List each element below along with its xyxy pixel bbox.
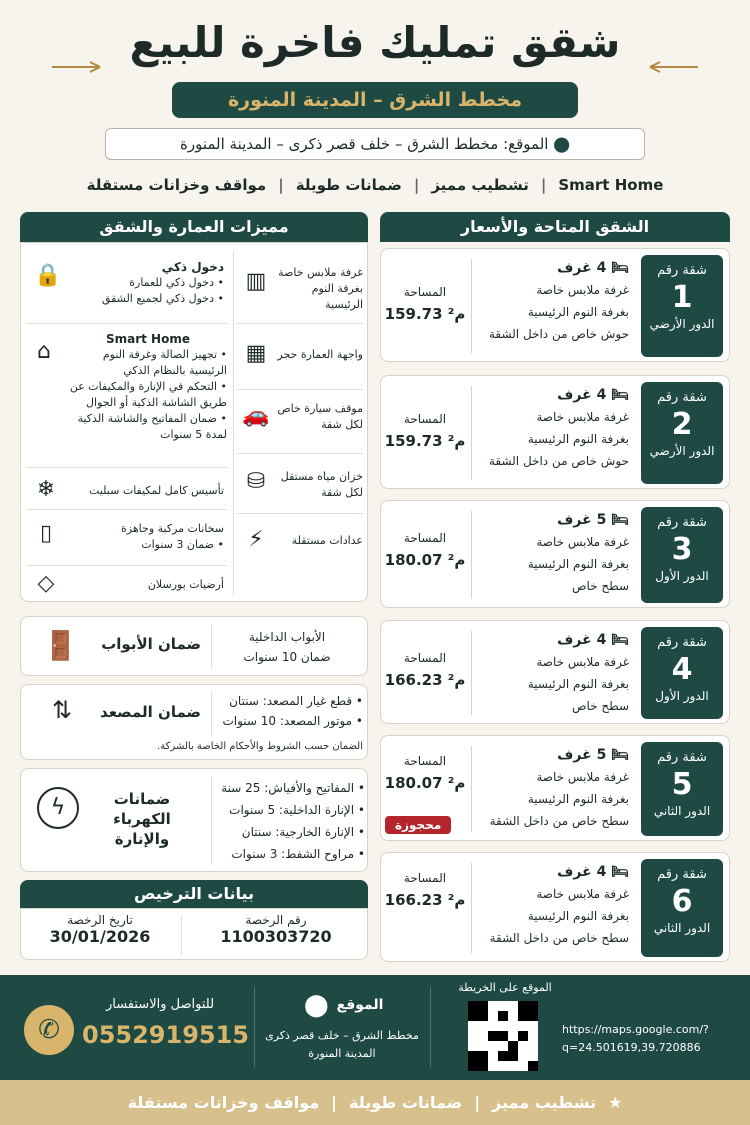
feature-2: بغرفة النوم الرئيسية [527, 677, 629, 691]
door-icon: 🚪 [43, 629, 78, 662]
features-panel [20, 242, 368, 602]
feature-3: سطح خاص من داخل الشقة [489, 814, 629, 828]
electric-l2: • الإنارة الداخلية: 5 سنوات [229, 803, 365, 817]
apartment-area [381, 853, 469, 961]
ornament-left-icon [50, 60, 110, 74]
apartment-label: شقة رقم [657, 515, 707, 530]
feature-1: غرفة ملابس خاصة [536, 410, 629, 424]
apartment-number-box [641, 255, 723, 357]
area-unit: م² [447, 774, 466, 792]
electric-l1: • المفاتيح والأفياش: 25 سنة [221, 781, 365, 795]
map-url-2: q=24.501619,39.720886 [562, 1041, 701, 1054]
footer-location-1: مخطط الشرق – خلف قصر ذكرى [265, 1029, 419, 1042]
phone-icon[interactable]: ✆ [24, 1005, 74, 1055]
meters-feature: عدادات مستقلة [291, 534, 363, 547]
heaters-1: • ضمان 3 سنوات [141, 538, 224, 551]
location-text: الموقع: مخطط الشرق – خلف قصر ذكرى – المدينة المنورة [179, 135, 549, 153]
elevator-details [217, 691, 363, 731]
apartment-info [479, 744, 629, 832]
feature-1: غرفة ملابس خاصة [536, 887, 629, 901]
qr-code-icon[interactable] [468, 1001, 538, 1071]
map-url-1: https://maps.google.com/? [562, 1023, 709, 1036]
apartment-label: شقة رقم [657, 263, 707, 278]
smart-lock-icon: 🔒 [34, 263, 62, 288]
feature-warranties: ضمانات طويلة [295, 176, 402, 194]
apartment-number-box [641, 627, 723, 719]
apartment-number-box [641, 507, 723, 603]
apartment-number-box [641, 742, 723, 836]
electric-meter-icon: ⚡ [248, 527, 264, 552]
apartment-area [381, 501, 469, 607]
map-url[interactable] [562, 1021, 742, 1057]
electric-l3: • الإنارة الخارجية: سنتان [241, 825, 365, 839]
feature-2: بغرفة النوم الرئيسية [527, 305, 629, 319]
license-number-value: 1100303720 [220, 927, 332, 946]
footer [0, 975, 750, 1080]
license-date-value: 30/01/2026 [49, 927, 151, 946]
feature-1: غرفة ملابس خاصة [536, 770, 629, 784]
feature-2: بغرفة النوم الرئيسية [527, 432, 629, 446]
area-unit: م² [447, 551, 466, 569]
apartment-card-1[interactable] [380, 248, 730, 362]
area-value: 166.23 [384, 671, 443, 689]
feature-3: سطح خاص من داخل الشقة [489, 931, 629, 945]
apartment-number: 6 [671, 884, 693, 919]
apartment-card-6[interactable] [380, 852, 730, 962]
smart-home-title: Smart Home [105, 332, 190, 346]
wardrobe-feature: غرفة ملابس خاصة بغرفة النوم الرئيسية [278, 266, 363, 311]
apartment-floor: الدور الأول [655, 569, 709, 583]
elevator-note: الضمان حسب الشروط والأحكام الخاصة بالشركة. [157, 741, 363, 752]
feature-1: غرفة ملابس خاصة [536, 535, 629, 549]
area-label: المساحة [403, 285, 447, 299]
area-label: المساحة [403, 754, 447, 768]
location-bar [105, 128, 645, 160]
footer-location-2: المدينة المنورة [308, 1047, 376, 1060]
smart-home-icon: ⌂ [37, 339, 51, 364]
area-unit: م² [447, 671, 466, 689]
apartment-info [479, 509, 629, 597]
license-date-label: تاريخ الرخصة [67, 913, 133, 927]
apartment-card-3[interactable] [380, 500, 730, 608]
doors-l2: ضمان 10 سنوات [243, 650, 331, 664]
electric-title-2: والإنارة [114, 830, 170, 848]
elevator-icon: ⇅ [51, 696, 73, 724]
location-pin-icon: ⬤ [553, 135, 571, 153]
apartment-number-box [641, 859, 723, 957]
feature-1: غرفة ملابس خاصة [536, 283, 629, 297]
apartment-card-2[interactable] [380, 375, 730, 489]
feature-2: بغرفة النوم الرئيسية [527, 909, 629, 923]
electric-title [87, 789, 197, 849]
feature-2: بغرفة النوم الرئيسية [527, 557, 629, 571]
smart-entry-2: • دخول ذكي لجميع الشقق [101, 292, 224, 305]
heaters [69, 521, 224, 553]
electric-l4: • مراوح الشفط: 3 سنوات [231, 847, 365, 861]
water-heater-icon: ▯ [39, 521, 53, 546]
area-unit: م² [447, 305, 466, 323]
star-icon: ★ [608, 1093, 623, 1112]
elevator-l2: • موتور المصعد: 10 سنوات [222, 714, 363, 728]
doors-l1: الأبواب الداخلية [248, 630, 326, 644]
apartment-card-5[interactable] [380, 735, 730, 841]
feature-3: حوش خاص من داخل الشقة [488, 327, 629, 341]
area-value: 159.73 [384, 305, 443, 323]
area-value: 180.07 [384, 551, 443, 569]
rooms: 5 غرف [557, 512, 607, 528]
electric-details [215, 777, 365, 865]
elevator-l1: • قطع غيار المصعد: سنتان [229, 694, 363, 708]
apartment-number-box [641, 382, 723, 484]
apartment-area [381, 376, 469, 488]
elevator-warranty [20, 684, 368, 760]
rooms: 4 غرف [557, 632, 607, 648]
license-number [191, 913, 361, 946]
snowflake-icon: ❄ [36, 477, 56, 502]
apartment-label: شقة رقم [657, 390, 707, 405]
feature-2: بغرفة النوم الرئيسية [527, 792, 629, 806]
elevator-title: ضمان المصعد [100, 703, 201, 721]
apartment-info [479, 384, 629, 472]
parking-feature: موقف سيارة خاص لكل شقة [277, 402, 363, 431]
apartment-floor: الدور الأرضي [649, 317, 715, 331]
apartment-number: 4 [671, 652, 693, 687]
ac-feature: تأسيس كامل لمكيفات سبليت [89, 484, 224, 497]
bed-icon: 🛏 [611, 747, 629, 763]
apartment-card-4[interactable] [380, 620, 730, 724]
bed-icon: 🛏 [611, 387, 629, 403]
bed-icon: 🛏 [611, 512, 629, 528]
area-label: المساحة [403, 412, 447, 426]
apartment-area [381, 621, 469, 723]
smart-entry-1: • دخول ذكي للعمارة [129, 276, 224, 289]
doors-details [217, 627, 357, 667]
license-panel [20, 908, 368, 960]
apartment-floor: الدور الثاني [653, 804, 711, 818]
smart-home-2: • التحكم في الإنارة والمكيفات عن طريق الشاشة الذكية أو الجوال [69, 380, 227, 409]
bottom-feature-1: تشطيب مميز [492, 1093, 597, 1112]
area-label: المساحة [403, 871, 447, 885]
map-label: الموقع على الخريطة [458, 981, 552, 994]
apartment-info [479, 257, 629, 345]
feature-smart-home: Smart Home [558, 176, 664, 194]
area-unit: م² [447, 891, 466, 909]
license-date [25, 913, 175, 946]
feature-1: غرفة ملابس خاصة [536, 655, 629, 669]
license-header: بيانات الترخيص [20, 880, 368, 908]
apartment-label: شقة رقم [657, 750, 707, 765]
area-label: المساحة [403, 531, 447, 545]
contact-label: للتواصل والاستفسار [105, 997, 215, 1012]
apartment-number: 3 [671, 532, 693, 567]
tiles-icon: ◇ [37, 571, 55, 596]
apartment-number: 1 [671, 280, 693, 315]
smart-home-1: • تجهيز الصالة وغرفة النوم الرئيسية بالنظام الذكي [102, 348, 227, 377]
bed-icon: 🛏 [611, 260, 629, 276]
apartments-header: الشقق المتاحة والأسعار [380, 212, 730, 242]
smart-home-3: • ضمان المفاتيح والشاشة الذكية لمدة 5 سنوات [77, 412, 227, 441]
area-unit: م² [447, 432, 466, 450]
apartment-floor: الدور الأول [655, 689, 709, 703]
bottom-bar: ★ تشطيب مميز | ضمانات طويلة | مواقف وخزانات مستقلة [0, 1080, 750, 1125]
feature-3: سطح خاص [571, 579, 629, 593]
feature-3: سطح خاص [571, 699, 629, 713]
page-title: شقق تمليك فاخرة للبيع [129, 18, 621, 67]
rooms: 4 غرف [557, 387, 607, 403]
apartment-area [381, 249, 469, 361]
lightning-icon: ϟ [37, 787, 79, 829]
footer-location-text [262, 1027, 422, 1063]
features-header: مميزات العمارة والشقق [20, 212, 368, 242]
apartment-number: 2 [671, 407, 693, 442]
features-bar: Smart Home | تشطيب مميز | ضمانات طويلة | مواقف وخزانات مستقلة [86, 176, 664, 194]
smart-entry-title: دخول ذكي [161, 260, 224, 274]
tiles-feature: أرضيات بورسلان [147, 578, 224, 591]
area-value: 166.23 [384, 891, 443, 909]
area-label: المساحة [403, 651, 447, 665]
rooms: 5 غرف [557, 747, 607, 763]
water-tank-icon: ⛁ [246, 469, 266, 494]
apartment-floor: الدور الثاني [653, 921, 711, 935]
wardrobe-icon: ▥ [245, 269, 267, 294]
bottom-feature-2: ضمانات طويلة [349, 1093, 463, 1112]
apartment-info [479, 861, 629, 949]
status-badge: محجوزة [385, 816, 451, 834]
feature-parking: مواقف وخزانات مستقلة [86, 176, 267, 194]
tank-feature: خزان مياه مستقل لكل شقة [280, 470, 363, 499]
area-value: 180.07 [384, 774, 443, 792]
feature-finishing: تشطيب مميز [431, 176, 529, 194]
footer-location-title: الموقع [336, 997, 384, 1013]
heaters-title: سخانات مركبة وجاهزة [121, 522, 224, 535]
bottom-feature-3: مواقف وخزانات مستقلة [127, 1093, 320, 1112]
bed-icon: 🛏 [611, 864, 629, 880]
phone-number[interactable]: 0552919515 [82, 1021, 249, 1049]
rooms: 4 غرف [557, 864, 607, 880]
doors-title: ضمان الأبواب [101, 635, 201, 653]
apartment-floor: الدور الأرضي [649, 444, 715, 458]
subtitle-banner: مخطط الشرق – المدينة المنورة [172, 82, 578, 118]
electric-warranty [20, 768, 368, 872]
doors-warranty [20, 616, 368, 676]
apartment-label: شقة رقم [657, 867, 707, 882]
electric-title-1: ضمانات الكهرباء [113, 790, 171, 828]
apartment-number: 5 [671, 767, 693, 802]
bed-icon: 🛏 [611, 632, 629, 648]
area-value: 159.73 [384, 432, 443, 450]
smart-home [69, 331, 227, 443]
feature-3: حوش خاص من داخل الشقة [488, 454, 629, 468]
license-number-label: رقم الرخصة [245, 913, 307, 927]
smart-entry [69, 259, 224, 307]
stone-facade-icon: ▦ [245, 341, 267, 366]
car-icon: 🚗 [242, 403, 270, 428]
apartment-label: شقة رقم [657, 635, 707, 650]
map-pin-icon: ⬤ [304, 993, 329, 1018]
ornament-right-icon [640, 60, 700, 74]
facade-feature: واجهة العمارة حجر [277, 348, 363, 361]
rooms: 4 غرف [557, 260, 607, 276]
apartment-info [479, 629, 629, 717]
